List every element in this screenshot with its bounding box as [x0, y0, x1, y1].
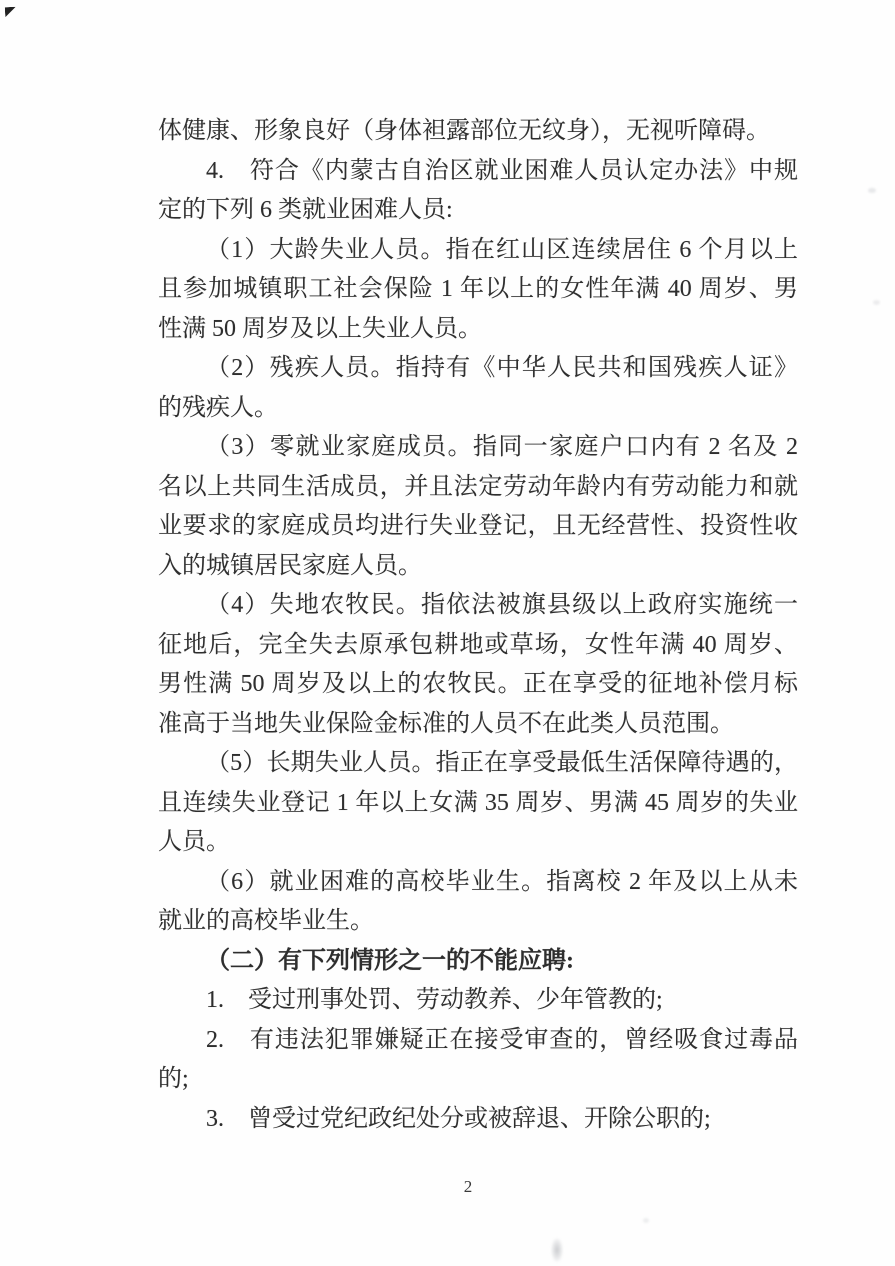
text-line: 性满 50 周岁及以上失业人员。: [158, 315, 482, 342]
scan-speck: [643, 1218, 649, 1223]
text-line: （4）失地农牧民。指依法被旗县级以上政府实施统一: [206, 592, 798, 618]
text-line: （6）就业困难的高校毕业生。指离校 2 年及以上从未: [206, 868, 798, 895]
text-line: 的;: [158, 1066, 189, 1092]
text-line: 定的下列 6 类就业困难人员:: [158, 197, 453, 223]
text-line: 入的城镇居民家庭人员。: [158, 552, 422, 579]
scan-speck: [873, 300, 880, 305]
text-line: （3）零就业家庭成员。指同一家庭户口内有 2 名及 2: [206, 434, 798, 460]
text-line: 名以上共同生活成员，并且法定劳动年龄内有劳动能力和就: [158, 473, 798, 500]
text-line: （5）长期失业人员。指正在享受最低生活保障待遇的，: [206, 750, 798, 776]
section-heading: （二）有下列情形之一的不能应聘:: [206, 947, 574, 974]
text-line: 业要求的家庭成员均进行失业登记，且无经营性、投资性收: [158, 513, 798, 539]
text-line: 且连续失业登记 1 年以上女满 35 周岁、男满 45 周岁的失业: [158, 789, 798, 816]
page-number: 2: [463, 1177, 473, 1196]
text-line: （2）残疾人员。指持有《中华人民共和国残疾人证》: [206, 355, 798, 381]
text-line: 4. 符合《内蒙古自治区就业困难人员认定办法》中规: [206, 157, 798, 184]
text-line: 体健康、形象良好（身体袒露部位无纹身），无视听障碍。: [158, 118, 770, 144]
scan-smudge: [551, 1238, 563, 1262]
text-line: 男性满 50 周岁及以上的农牧民。正在享受的征地补偿月标: [158, 671, 798, 697]
scan-speck: [868, 188, 876, 193]
text-line: 2. 有违法犯罪嫌疑正在接受审查的，曾经吸食过毒品: [206, 1026, 798, 1053]
text-line: 就业的高校毕业生。: [158, 908, 374, 934]
scan-corner-mark: [5, 7, 17, 18]
text-line: 人员。: [158, 829, 230, 855]
text-line: 1. 受过刑事处罚、劳动教养、少年管教的;: [206, 987, 663, 1013]
text-line: 3. 曾受过党纪政纪处分或被辞退、开除公职的;: [206, 1105, 711, 1132]
text-line: 的残疾人。: [158, 394, 278, 421]
document-body: [158, 112, 798, 1139]
text-line: 且参加城镇职工社会保险 1 年以上的女性年满 40 周岁、男: [158, 276, 798, 302]
text-line: （1）大龄失业人员。指在红山区连续居住 6 个月以上: [206, 236, 798, 263]
text-line: 征地后，完全失去原承包耕地或草场，女性年满 40 周岁、: [158, 631, 798, 658]
text-line: 准高于当地失业保险金标准的人员不在此类人员范围。: [158, 710, 734, 737]
